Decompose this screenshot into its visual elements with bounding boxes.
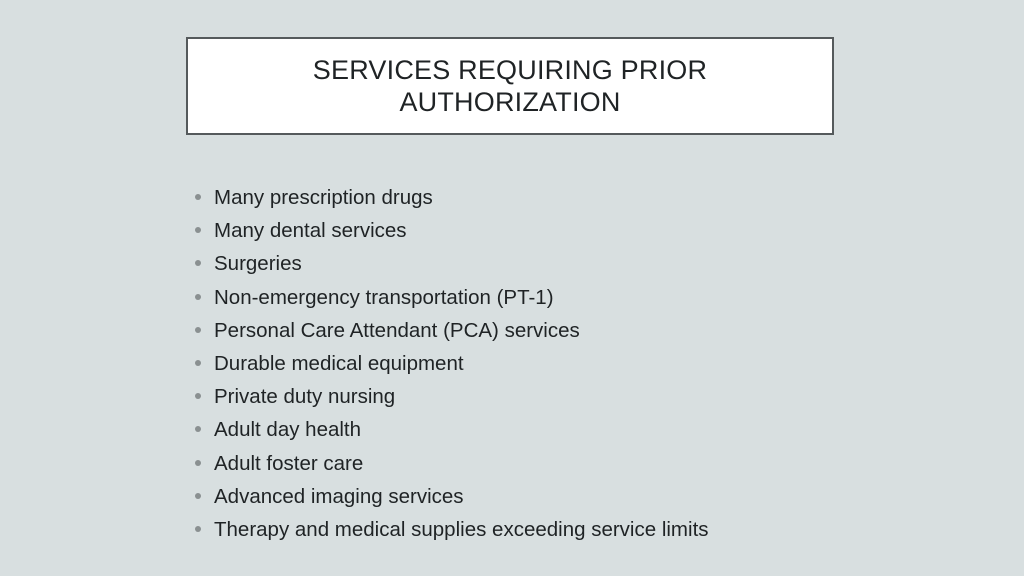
bullet-text: Many prescription drugs — [214, 186, 433, 209]
bullet-text: Therapy and medical supplies exceeding service limits — [214, 517, 709, 541]
bullet-item — [195, 314, 709, 347]
bullet-item — [195, 181, 709, 214]
bullet-item — [195, 447, 709, 480]
bullet-item — [195, 513, 709, 546]
bullet-item — [195, 480, 709, 513]
bullet-text: Non-emergency transportation (PT-1) — [214, 285, 554, 309]
bullet-text: Adult foster care — [214, 451, 364, 475]
bullet-dot-icon — [195, 227, 201, 233]
bullet-text: Many dental services — [214, 219, 407, 243]
bullet-text: Private duty nursing — [214, 385, 396, 409]
title-box — [186, 37, 834, 135]
bullet-dot-icon — [195, 460, 201, 466]
bullet-item — [195, 247, 709, 280]
bullet-item — [195, 413, 709, 446]
bullet-list — [195, 181, 709, 546]
bullet-dot-icon — [195, 360, 201, 366]
bullet-dot-icon — [195, 526, 201, 532]
bullet-dot-icon — [195, 327, 201, 333]
bullet-item — [195, 214, 709, 247]
bullet-text: Durable medical equipment — [214, 351, 464, 375]
bullet-text: Adult day health — [214, 418, 362, 442]
bullet-dot-icon — [195, 294, 201, 300]
bullet-dot-icon — [195, 493, 201, 499]
bullet-item — [195, 281, 709, 314]
bullet-dot-icon — [195, 260, 201, 266]
bullet-text: Advanced imaging services — [214, 484, 464, 508]
slide-title: SERVICES REQUIRING PRIOR AUTHORIZATION — [312, 55, 708, 117]
bullet-dot-icon — [195, 426, 201, 432]
bullet-text: Personal Care Attendant (PCA) services — [214, 318, 580, 342]
bullet-text: Surgeries — [214, 252, 302, 276]
bullet-item — [195, 347, 709, 380]
bullet-dot-icon — [195, 194, 201, 200]
bullet-dot-icon — [195, 393, 201, 399]
bullet-item — [195, 380, 709, 413]
